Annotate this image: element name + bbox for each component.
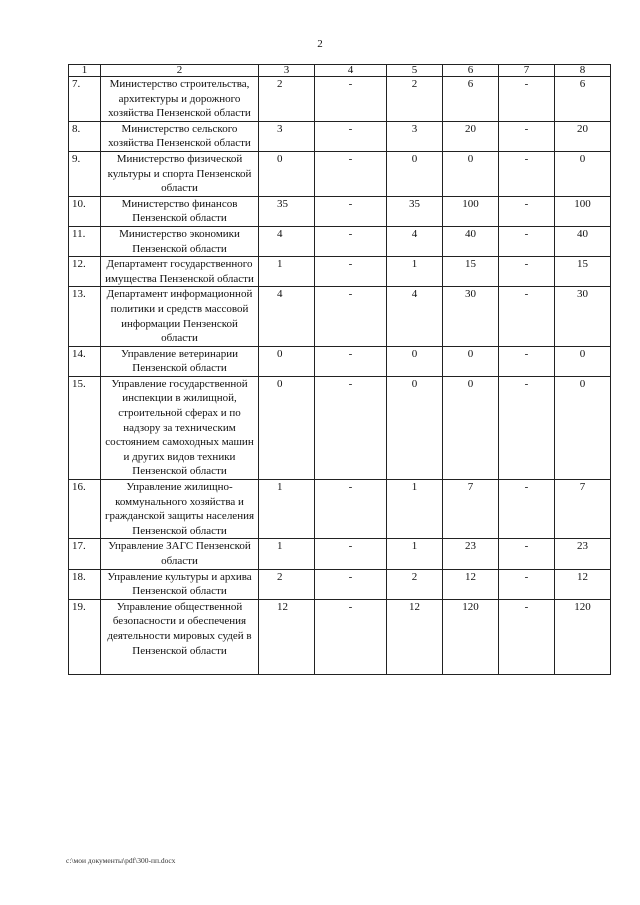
cell-col7: - [499, 77, 555, 122]
cell-col6: 6 [443, 77, 499, 122]
table-row [69, 151, 611, 196]
cell-col5: 1 [387, 257, 443, 287]
cell-col7: - [499, 569, 555, 599]
cell-col4: - [315, 287, 387, 346]
organization-name: Управление общественной безопасности и обеспечения деятельности мировых судей в Пензенской области [101, 599, 259, 674]
table-row [69, 376, 611, 479]
document-file-path: c:\мои документы\pdf\300-пп.docx [66, 856, 176, 865]
cell-col4: - [315, 376, 387, 479]
organization-name: Управление жилищно-коммунального хозяйства и гражданской защиты населения Пензенской области [101, 480, 259, 539]
cell-col5: 2 [387, 77, 443, 122]
cell-col6: 0 [443, 346, 499, 376]
cell-col4: - [315, 480, 387, 539]
table-row [69, 539, 611, 569]
cell-col8: 7 [555, 480, 611, 539]
column-header: 6 [443, 65, 499, 77]
organization-name: Министерство экономики Пензенской области [101, 226, 259, 256]
cell-col4: - [315, 151, 387, 196]
cell-col3: 12 [259, 599, 315, 674]
row-number: 19. [69, 599, 101, 674]
cell-col7: - [499, 287, 555, 346]
cell-col6: 12 [443, 569, 499, 599]
cell-col5: 0 [387, 151, 443, 196]
cell-col8: 12 [555, 569, 611, 599]
column-header: 5 [387, 65, 443, 77]
cell-col3: 35 [259, 196, 315, 226]
allocation-table [68, 64, 611, 675]
row-number: 11. [69, 226, 101, 256]
cell-col5: 4 [387, 226, 443, 256]
cell-col3: 0 [259, 346, 315, 376]
cell-col6: 0 [443, 376, 499, 479]
cell-col6: 100 [443, 196, 499, 226]
cell-col7: - [499, 226, 555, 256]
cell-col8: 0 [555, 346, 611, 376]
cell-col4: - [315, 77, 387, 122]
cell-col5: 1 [387, 480, 443, 539]
cell-col5: 2 [387, 569, 443, 599]
row-number: 12. [69, 257, 101, 287]
row-number: 17. [69, 539, 101, 569]
cell-col4: - [315, 346, 387, 376]
cell-col7: - [499, 346, 555, 376]
cell-col5: 4 [387, 287, 443, 346]
column-header: 7 [499, 65, 555, 77]
cell-col8: 100 [555, 196, 611, 226]
cell-col6: 20 [443, 121, 499, 151]
cell-col8: 0 [555, 151, 611, 196]
cell-col5: 0 [387, 346, 443, 376]
cell-col8: 23 [555, 539, 611, 569]
cell-col3: 2 [259, 77, 315, 122]
table-row [69, 599, 611, 674]
cell-col7: - [499, 480, 555, 539]
cell-col3: 3 [259, 121, 315, 151]
row-number: 14. [69, 346, 101, 376]
organization-name: Управление государственной инспекции в жилищной, строительной сферах и по надзору за техническим состоянием самоходных машин и других видов техники Пензенской области [101, 376, 259, 479]
cell-col8: 15 [555, 257, 611, 287]
row-number: 9. [69, 151, 101, 196]
table-row [69, 226, 611, 256]
cell-col4: - [315, 569, 387, 599]
column-header: 4 [315, 65, 387, 77]
cell-col8: 6 [555, 77, 611, 122]
column-header: 8 [555, 65, 611, 77]
table-row [69, 121, 611, 151]
organization-name: Управление ветеринарии Пензенской области [101, 346, 259, 376]
table-row [69, 569, 611, 599]
cell-col5: 35 [387, 196, 443, 226]
cell-col7: - [499, 539, 555, 569]
table-row [69, 257, 611, 287]
cell-col4: - [315, 257, 387, 287]
cell-col5: 1 [387, 539, 443, 569]
row-number: 15. [69, 376, 101, 479]
cell-col3: 1 [259, 257, 315, 287]
cell-col6: 120 [443, 599, 499, 674]
cell-col7: - [499, 121, 555, 151]
cell-col3: 0 [259, 151, 315, 196]
cell-col7: - [499, 196, 555, 226]
cell-col8: 30 [555, 287, 611, 346]
cell-col6: 15 [443, 257, 499, 287]
cell-col3: 0 [259, 376, 315, 479]
organization-name: Департамент информационной политики и средств массовой информации Пензенской области [101, 287, 259, 346]
cell-col6: 23 [443, 539, 499, 569]
cell-col3: 2 [259, 569, 315, 599]
cell-col4: - [315, 539, 387, 569]
cell-col4: - [315, 196, 387, 226]
table-row [69, 77, 611, 122]
table-row [69, 480, 611, 539]
cell-col7: - [499, 151, 555, 196]
column-header: 1 [69, 65, 101, 77]
cell-col7: - [499, 376, 555, 479]
row-number: 8. [69, 121, 101, 151]
cell-col6: 7 [443, 480, 499, 539]
cell-col3: 1 [259, 539, 315, 569]
cell-col4: - [315, 226, 387, 256]
cell-col4: - [315, 121, 387, 151]
cell-col5: 0 [387, 376, 443, 479]
cell-col3: 4 [259, 226, 315, 256]
column-header: 2 [101, 65, 259, 77]
table-row [69, 346, 611, 376]
table-row [69, 196, 611, 226]
organization-name: Управление культуры и архива Пензенской области [101, 569, 259, 599]
table-header-row [69, 65, 611, 77]
cell-col8: 20 [555, 121, 611, 151]
cell-col6: 40 [443, 226, 499, 256]
cell-col4: - [315, 599, 387, 674]
organization-name: Министерство сельского хозяйства Пензенской области [101, 121, 259, 151]
row-number: 7. [69, 77, 101, 122]
cell-col3: 4 [259, 287, 315, 346]
row-number: 13. [69, 287, 101, 346]
cell-col3: 1 [259, 480, 315, 539]
column-header: 3 [259, 65, 315, 77]
row-number: 10. [69, 196, 101, 226]
page-number: 2 [317, 38, 323, 50]
organization-name: Министерство физической культуры и спорта Пензенской области [101, 151, 259, 196]
cell-col8: 40 [555, 226, 611, 256]
organization-name: Министерство строительства, архитектуры и дорожного хозяйства Пензенской области [101, 77, 259, 122]
row-number: 16. [69, 480, 101, 539]
organization-name: Министерство финансов Пензенской области [101, 196, 259, 226]
cell-col5: 3 [387, 121, 443, 151]
cell-col7: - [499, 599, 555, 674]
table-row [69, 287, 611, 346]
cell-col5: 12 [387, 599, 443, 674]
cell-col6: 0 [443, 151, 499, 196]
cell-col8: 120 [555, 599, 611, 674]
row-number: 18. [69, 569, 101, 599]
cell-col8: 0 [555, 376, 611, 479]
organization-name: Департамент государственного имущества Пензенской области [101, 257, 259, 287]
organization-name: Управление ЗАГС Пензенской области [101, 539, 259, 569]
cell-col7: - [499, 257, 555, 287]
cell-col6: 30 [443, 287, 499, 346]
